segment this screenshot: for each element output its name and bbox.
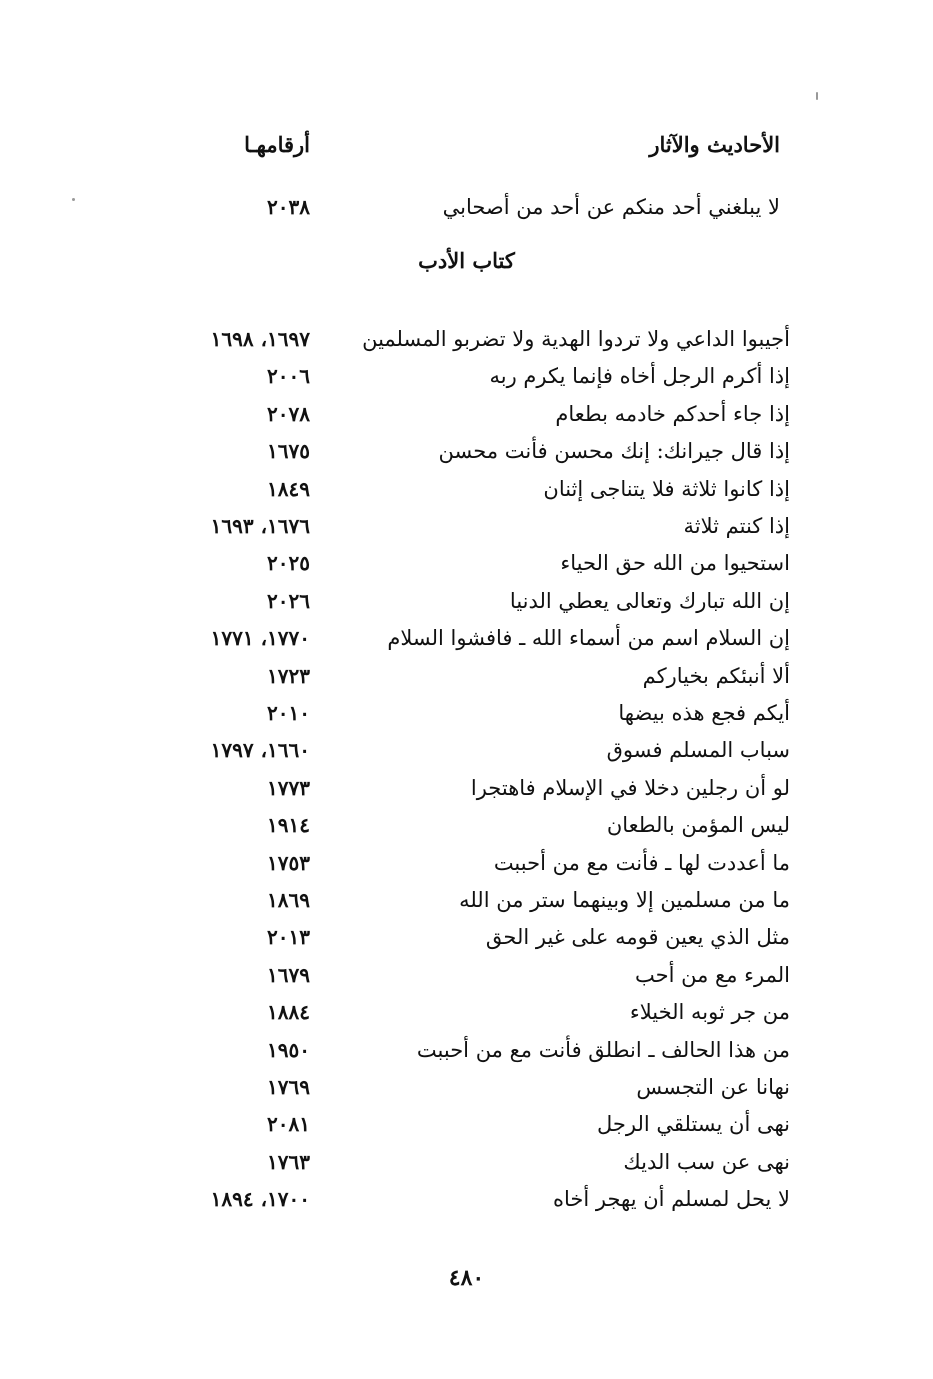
entry-number: ١٧٦٣	[267, 1149, 310, 1174]
entry-text: أجيبوا الداعي ولا تردوا الهدية ولا تضربو المسلمين	[362, 327, 790, 351]
entry-text: سباب المسلم فسوق	[606, 738, 790, 763]
entry-text: ما أعددت لها ـ فأنت مع من أحببت	[493, 850, 790, 875]
entry-text: نهانا عن التجسس	[636, 1075, 790, 1099]
index-entry	[150, 359, 790, 395]
entry-number: ١٦٧٦، ١٦٩٣	[210, 514, 310, 538]
hadith-column-header: الأحاديث والآثار	[649, 132, 780, 157]
entry-number: ١٨٨٤	[267, 1000, 310, 1025]
index-entry	[150, 434, 790, 470]
index-entry	[150, 846, 790, 882]
section-title: كتاب الأدب	[418, 248, 515, 273]
entry-number: ١٧٢٣	[267, 663, 310, 688]
entry-number: ٢٠٢٦	[267, 588, 310, 613]
entry-number: ١٧٧٠، ١٧٧١	[210, 626, 310, 651]
entry-number: ١٨٦٩	[267, 888, 310, 912]
index-entry	[150, 546, 790, 582]
entry-number: ١٦٧٥	[267, 439, 310, 464]
entry-text: مثل الذي يعين قومه على غير الحق	[485, 925, 790, 950]
entry-text: إذا قال جيرانك: إنك محسن فأنت محسن	[438, 439, 790, 464]
entry-text: إن السلام اسم من أسماء الله ـ فافشوا السلام	[387, 626, 790, 651]
index-entry	[150, 1145, 790, 1181]
entry-text: لو أن رجلين دخلا في الإسلام فاهتجرا	[470, 775, 790, 800]
entry-number: ٢٠٧٨	[267, 401, 310, 426]
entry-text: ما من مسلمين إلا وبينهما ستر من الله	[459, 888, 790, 912]
index-entry	[150, 472, 790, 508]
entry-text: ليس المؤمن بالطعان	[606, 813, 790, 838]
index-entry	[150, 621, 790, 657]
entry-text: المرء مع من أحب	[635, 962, 790, 987]
index-entry	[150, 958, 790, 994]
index-entry	[150, 509, 790, 545]
entry-number: ٢٠٢٥	[267, 551, 310, 576]
index-entry	[150, 1182, 790, 1218]
entry-text: ألا أنبئكم بخياركم	[642, 663, 790, 688]
entry-number: ١٧٥٣	[267, 850, 310, 875]
entry-text: إذا أكرم الرجل أخاه فإنما يكرم ربه	[489, 364, 790, 389]
index-entry	[150, 397, 790, 433]
entry-number: ٢٠٨١	[267, 1112, 310, 1137]
index-entry	[150, 995, 790, 1031]
entry-number: ١٩١٤	[267, 813, 310, 838]
entry-number: ٢٠٠٦	[267, 364, 310, 389]
index-entry	[150, 808, 790, 844]
entry-text: لا يحل لمسلم أن يهجر أخاه	[553, 1187, 790, 1212]
entry-number: ١٧٠٠، ١٨٩٤	[210, 1187, 310, 1212]
entry-text: إذا كانوا ثلاثة فلا يتناجى إثنان	[543, 476, 790, 501]
entry-number: ١٨٤٩	[267, 476, 310, 501]
scan-speck	[72, 198, 75, 201]
index-entry	[150, 322, 790, 358]
entry-number: ٢٠١٠	[267, 701, 310, 725]
entry-text: استحيوا من الله حق الحياء	[560, 551, 790, 576]
entry-number: ٢٠٣٨	[267, 195, 310, 219]
index-entry	[150, 920, 790, 956]
entry-number: ١٧٦٩	[267, 1075, 310, 1099]
entry-text: نهى عن سب الديك	[623, 1149, 790, 1174]
index-entry	[150, 883, 790, 919]
index-entry	[150, 771, 790, 807]
scan-speck	[816, 92, 818, 100]
entry-text: إذا جاء أحدكم خادمه بطعام	[555, 401, 790, 426]
entry-text: إذا كنتم ثلاثة	[683, 514, 790, 538]
index-entry	[150, 1107, 790, 1143]
index-entry	[150, 696, 790, 732]
entry-text: إن الله تبارك وتعالى يعطي الدنيا	[509, 588, 790, 613]
index-entry	[150, 733, 790, 769]
entry-text: من جر ثوبه الخيلاء	[629, 1000, 790, 1025]
entry-number: ٢٠١٣	[267, 925, 310, 950]
entry-number: ١٩٥٠	[267, 1037, 310, 1062]
index-entry	[150, 1070, 790, 1106]
index-entry	[150, 1033, 790, 1069]
entry-text: من هذا الحالف ـ انطلق فأنت مع من أحببت	[416, 1037, 790, 1062]
column-headers	[150, 128, 790, 164]
entry-number: ١٦٦٠، ١٧٩٧	[210, 738, 310, 763]
entry-text: أيكم فجع هذه بيضها	[618, 701, 790, 725]
numbers-column-header: أرقامهـا	[244, 132, 310, 157]
entry-text: نهى أن يستلقي الرجل	[596, 1112, 790, 1137]
page-number: ٤٨٠	[448, 1265, 485, 1291]
index-entry	[150, 584, 790, 620]
entry-number: ١٦٩٧، ١٦٩٨	[210, 327, 310, 351]
entry-number: ١٧٧٣	[267, 775, 310, 800]
entry-number: ١٦٧٩	[267, 962, 310, 987]
index-entry	[150, 659, 790, 695]
entry-text: لا يبلغني أحد منكم عن أحد من أصحابي	[442, 195, 780, 219]
preface-entry	[150, 190, 790, 226]
